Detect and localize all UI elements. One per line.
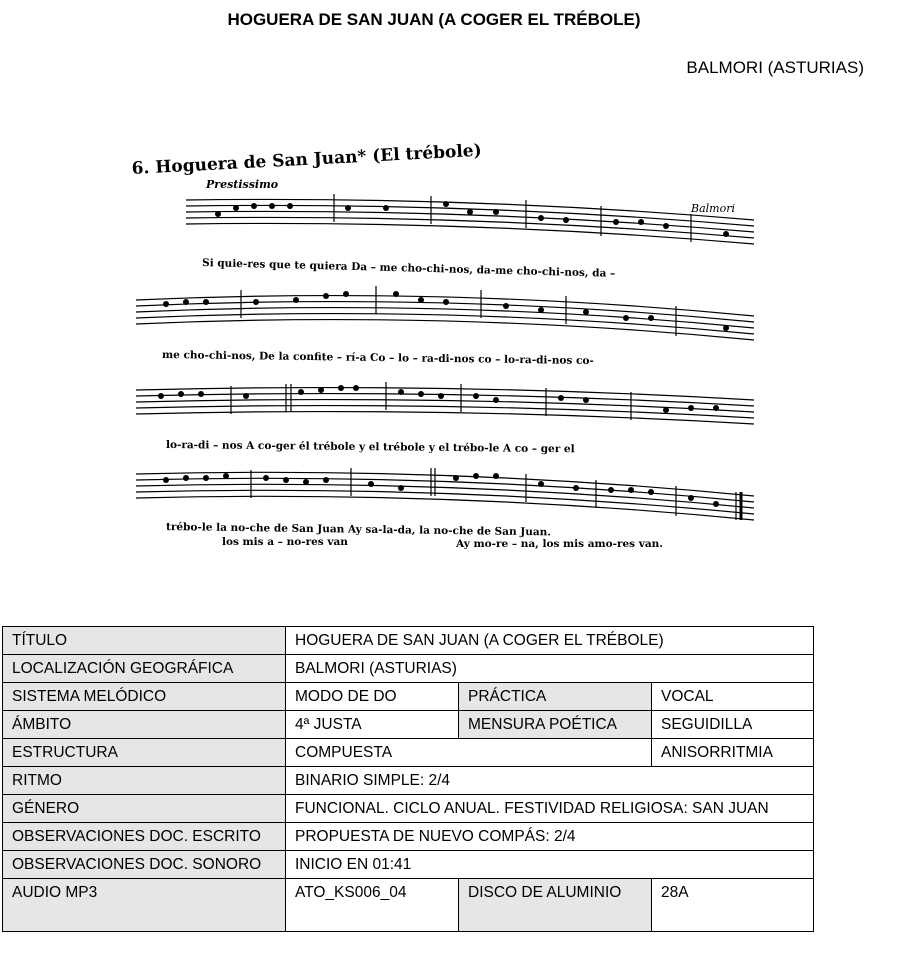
score-heading: 6. Hoguera de San Juan* (El trébole) <box>131 140 483 179</box>
table-row <box>3 823 814 851</box>
label-sistema: SISTEMA MELÓDICO <box>3 683 286 711</box>
label-obs-escrito: OBSERVACIONES DOC. ESCRITO <box>3 823 286 851</box>
label-ambito: ÁMBITO <box>3 711 286 739</box>
table-row <box>3 879 814 932</box>
value-mensura: SEGUIDILLA <box>652 711 814 739</box>
lyrics-line-4b-left: los mis a – no-res van <box>222 536 348 548</box>
score-attribution: Balmori <box>691 202 735 215</box>
label-audio: AUDIO MP3 <box>3 879 286 932</box>
table-row <box>3 739 814 767</box>
value-ritmo: BINARIO SIMPLE: 2/4 <box>286 767 814 795</box>
table-row <box>3 851 814 879</box>
lyrics-line-1: Si quie-res que te quiera Da – me cho-chi-nos, da-me cho-chi-nos, da – <box>201 257 616 280</box>
table-row <box>3 767 814 795</box>
value-obs-sonoro: INICIO EN 01:41 <box>286 851 814 879</box>
metadata-table <box>2 626 814 932</box>
label-mensura: MENSURA POÉTICA <box>459 711 652 739</box>
value-disco: 28A <box>652 879 814 932</box>
label-disco: DISCO DE ALUMINIO <box>459 879 652 932</box>
label-titulo: TÍTULO <box>3 627 286 655</box>
value-audio: ATO_KS006_04 <box>286 879 459 932</box>
score-svg <box>86 96 766 584</box>
label-localizacion: LOCALIZACIÓN GEOGRÁFICA <box>3 655 286 683</box>
notes-system-1 <box>215 201 729 237</box>
value-obs-escrito: PROPUESTA DE NUEVO COMPÁS: 2/4 <box>286 823 814 851</box>
table-row <box>3 655 814 683</box>
staff-system-1 <box>186 194 754 244</box>
label-practica: PRÁCTICA <box>459 683 652 711</box>
tempo-marking: Prestissimo <box>206 178 279 191</box>
label-genero: GÉNERO <box>3 795 286 823</box>
value-practica: VOCAL <box>652 683 814 711</box>
lyrics-line-2: me cho-chi-nos, De la confite – rí-a Co – lo – ra-di-nos co – lo-ra-di-nos co- <box>161 349 594 368</box>
lyrics-line-4: trébo-le la no-che de San Juan Ay sa-la-da, la no-che de San Juan. <box>165 521 552 539</box>
label-obs-sonoro: OBSERVACIONES DOC. SONORO <box>3 851 286 879</box>
notes-system-3 <box>158 385 719 413</box>
staff-system-2 <box>136 286 754 340</box>
table-row <box>3 711 814 739</box>
table-row <box>3 795 814 823</box>
label-estructura: ESTRUCTURA <box>3 739 286 767</box>
score-image <box>86 96 766 584</box>
value-estructura: COMPUESTA <box>286 739 652 767</box>
value-estructura-extra: ANISORRITMIA <box>652 739 814 767</box>
lyrics-line-3: lo-ra-di – nos A co-ger él trébole y el trébole y el trébo-le A co – ger el <box>165 439 575 456</box>
lyrics-line-4b-right: Ay mo-re – na, los mis amo-res van. <box>456 538 663 550</box>
value-sistema: MODO DE DO <box>286 683 459 711</box>
label-ritmo: RITMO <box>3 767 286 795</box>
table-row <box>3 683 814 711</box>
value-localizacion: BALMORI (ASTURIAS) <box>286 655 814 683</box>
document-title: HOGUERA DE SAN JUAN (A COGER EL TRÉBOLE) <box>227 10 641 29</box>
value-ambito: 4ª JUSTA <box>286 711 459 739</box>
staff-system-3 <box>136 382 754 424</box>
location-label: BALMORI (ASTURIAS) <box>686 58 864 77</box>
value-titulo: HOGUERA DE SAN JUAN (A COGER EL TRÉBOLE) <box>286 627 814 655</box>
table-row <box>3 627 814 655</box>
value-genero: FUNCIONAL. CICLO ANUAL. FESTIVIDAD RELIGIOSA: SAN JUAN <box>286 795 814 823</box>
